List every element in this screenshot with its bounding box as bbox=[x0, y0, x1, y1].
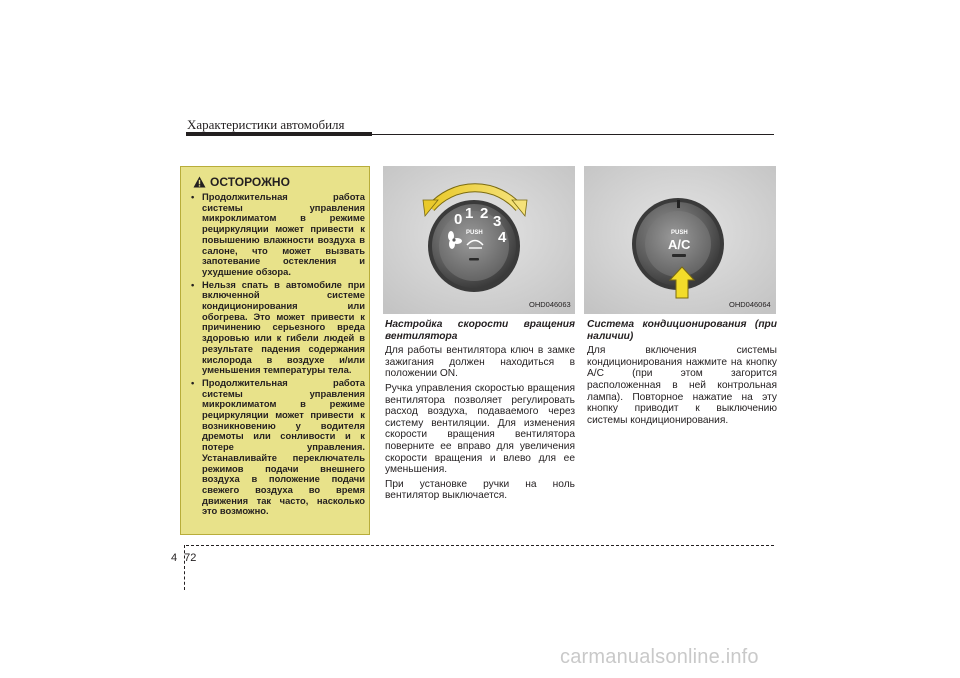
push-label: PUSH bbox=[466, 230, 483, 236]
knob-number: 0 bbox=[454, 211, 463, 228]
warning-box bbox=[180, 166, 370, 535]
warning-heading bbox=[193, 175, 290, 189]
header-bar bbox=[186, 132, 372, 136]
ac-button-photo bbox=[584, 166, 776, 314]
paragraph: Для включения системы кондиционирования нажмите на кнопку A/C (при этом загорится расположенная в ней контрольная лампа). Повторное нажатие на эту кнопку приводит к выключению системы кондиционирования. bbox=[587, 345, 777, 426]
paragraph: При установке ручки на ноль вентилятор выключается. bbox=[385, 478, 575, 502]
knob-number: 3 bbox=[493, 213, 502, 230]
section-heading: Настройка скорости вращения вентилятора bbox=[385, 319, 575, 342]
fan-knob-photo bbox=[383, 166, 575, 314]
fan-speed-section bbox=[385, 319, 575, 505]
watermark: carmanualsonline.info bbox=[560, 646, 759, 668]
footer-rule bbox=[186, 545, 774, 546]
header-title: Характеристики автомобиля bbox=[187, 117, 345, 132]
warning-item: • Продолжительная работа системы управления микроклиматом в режиме рециркуляции может привести к возникновению у водителя дремоты или сонливости и к потере управления. Устанавливайте переключатель режимов подачи внешнего воздуха в положение подачи свежего воздуха во время движения так часто, насколько это возможно. bbox=[189, 378, 365, 517]
paragraph: Для работы вентилятора ключ в замке зажигания должен находиться в положении ON. bbox=[385, 345, 575, 380]
warning-item: • Продолжительная работа системы управления микроклиматом в режиме рециркуляции может привести к повышению влажности воздуха в салоне, что может вызвать запотевание остекления и ухудшение обзора. bbox=[189, 192, 365, 278]
warning-title: ОСТОРОЖНО bbox=[210, 175, 290, 189]
warning-list bbox=[189, 192, 365, 519]
page-number bbox=[171, 552, 196, 564]
push-label: PUSH bbox=[671, 230, 688, 236]
figure-code: OHD046063 bbox=[529, 300, 571, 309]
knob-number: 4 bbox=[498, 229, 507, 246]
warning-triangle-icon bbox=[193, 176, 206, 188]
paragraph: Ручка управления скоростью вращения вентилятора позволяет регулировать расход воздуха, подаваемого через систему вентиляции. Для изменения скорости вращения вентилятора поверните ее вправо для увеличения скорости вращения и влево для ее уменьшения. bbox=[385, 382, 575, 476]
header-rule bbox=[372, 134, 774, 135]
section-heading: Система кондиционирования (при наличии) bbox=[587, 319, 777, 342]
ac-section bbox=[587, 319, 777, 429]
ac-label: A/C bbox=[668, 237, 691, 252]
knob-number: 1 bbox=[465, 205, 474, 222]
chapter-number: 4 bbox=[171, 552, 178, 564]
page-count: 72 bbox=[184, 552, 197, 564]
knob-number: 2 bbox=[480, 205, 489, 222]
warning-item: • Нельзя спать в автомобиле при включенной системе кондиционирования или обогрева. Это может привести к причинению серьезного вреда здоровью или к гибели людей в результате падения содержания кислорода в воздухе и/или уменьшения температуры тела. bbox=[189, 280, 365, 376]
figure-code: OHD046064 bbox=[729, 300, 771, 309]
